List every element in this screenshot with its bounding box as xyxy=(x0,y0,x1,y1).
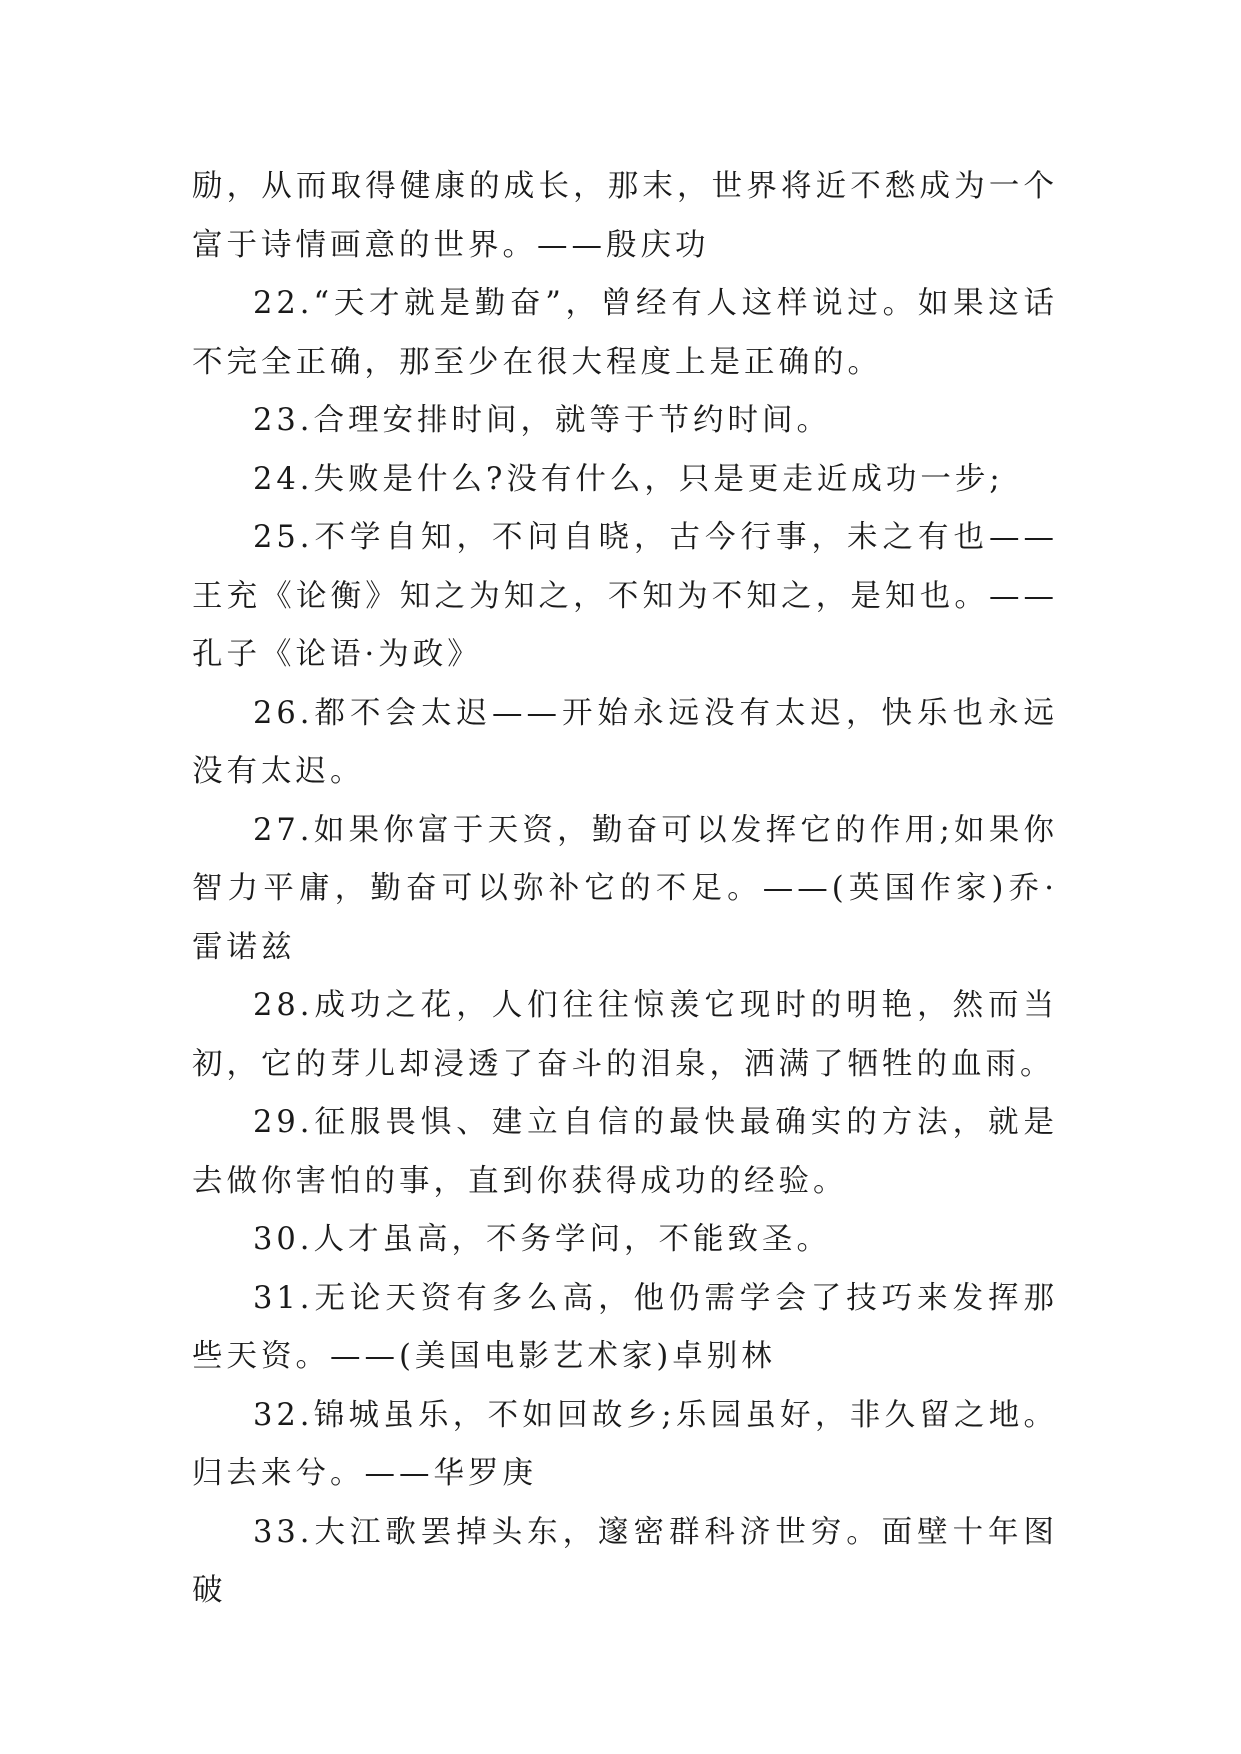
paragraph: 24.失败是什么?没有什么，只是更走近成功一步; xyxy=(253,461,1004,497)
paragraph: 31.无论天资有多么高，他仍需学会了技巧来发挥那些天资。——(美国电影艺术家)卓别林 xyxy=(192,1280,1058,1374)
paragraph: 励，从而取得健康的成长，那末，世界将近不愁成为一个富于诗情画意的世界。——殷庆功 xyxy=(192,169,1058,263)
paragraph: 22.“天才就是勤奋”，曾经有人这样说过。如果这话不完全正确，那至少在很大程度上是正确的。 xyxy=(192,286,1058,380)
paragraph: 32.锦城虽乐，不如回故乡;乐园虽好，非久留之地。归去来兮。——华罗庚 xyxy=(192,1397,1058,1491)
paragraph: 23.合理安排时间，就等于节约时间。 xyxy=(253,403,832,438)
paragraph: 25.不学自知，不问自晓，古今行事，未之有也——王充《论衡》知之为知之，不知为不知之，是知也。——孔子《论语·为政》 xyxy=(192,520,1058,672)
paragraph: 28.成功之花，人们往往惊羡它现时的明艳，然而当初，它的芽儿却浸透了奋斗的泪泉，洒满了牺牲的血雨。 xyxy=(192,988,1058,1082)
paragraph: 30.人才虽高，不务学问，不能致圣。 xyxy=(253,1222,832,1257)
document-body xyxy=(192,158,1058,1621)
paragraph: 26.都不会太迟——开始永远没有太迟，快乐也永远没有太迟。 xyxy=(192,695,1058,789)
paragraph: 27.如果你富于天资，勤奋可以发挥它的作用;如果你智力平庸，勤奋可以弥补它的不足。——(英国作家)乔·雷诺兹 xyxy=(192,812,1058,965)
paragraph: 29.征服畏惧、建立自信的最快最确实的方法，就是去做你害怕的事，直到你获得成功的经验。 xyxy=(192,1105,1058,1199)
paragraph: 33.大江歌罢掉头东，邃密群科济世穷。面壁十年图破 xyxy=(192,1514,1058,1608)
